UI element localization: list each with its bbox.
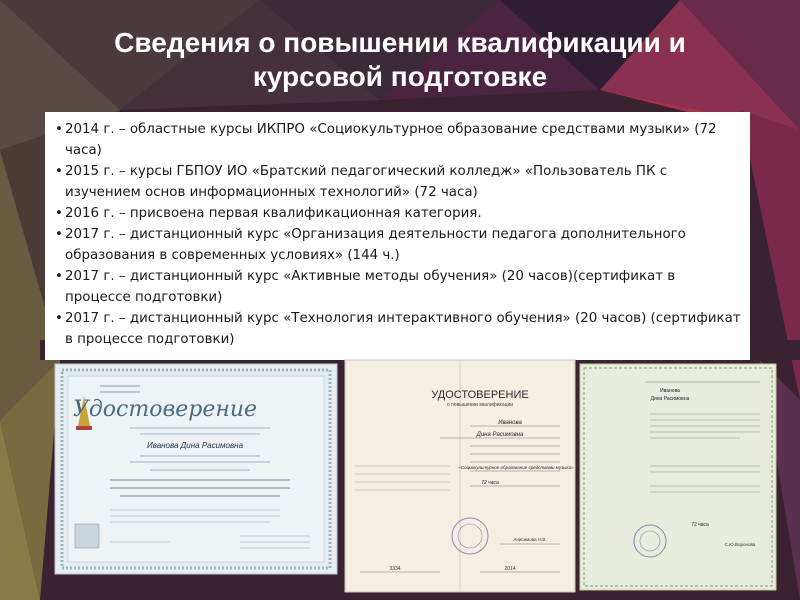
cert1-name: Иванова Дина Расимовна [146,441,244,450]
cert2-subtitle: о повышении квалификации [446,402,514,408]
cert2-title: УДОСТОВЕРЕНИЕ [431,389,529,401]
cert3-hours: 72 часа [691,522,709,528]
cert3-sign: С.Ю.Воронова [724,542,756,547]
cert2-sign: Анисимова Н.В. [513,537,547,542]
slide-title-line2: курсовой подготовке [252,61,548,92]
list-item [55,119,745,161]
slide-title-line1: Сведения о повышении квалификации и [114,27,686,58]
list-item-text: 2014 г. – областные курсы ИКПРО «Социокультурное образование средствами музыки» (72 часа) [65,122,717,158]
list-item [55,224,745,266]
bullet-icon: • [55,269,63,284]
certificate-1 [55,364,337,574]
list-item [55,308,745,350]
list-item-text: 2017 г. – дистанционный курс «Активные методы обучения» (20 часов)(сертификат в процессе подготовки) [65,269,676,305]
list-item-text: 2017 г. – дистанционный курс «Организация деятельности педагога дополнительного образования в современных условиях» (144 ч.) [65,227,686,263]
list-item-text: 2015 г. – курсы ГБПОУ ИО «Братский педагогический колледж» «Пользователь ПК с изучением основ информационных технологий» (72 часа) [65,164,668,200]
bullet-icon: • [55,164,63,179]
list-item [55,161,745,203]
bullet-icon: • [55,122,63,137]
cert2-hours: 72 часа [481,480,499,486]
cert3-name2: Дина Расимовна [650,396,690,402]
bullet-icon: • [55,227,63,242]
cert2-course: «Социокультурное образование средствами музыки» [458,465,574,470]
qualification-list [55,119,745,350]
list-item [55,203,745,224]
certificate-images [0,356,800,600]
list-item-text: 2016 г. – присвоена первая квалификационная категория. [65,206,482,221]
bullet-icon: • [55,206,63,221]
list-item-text: 2017 г. – дистанционный курс «Технология интерактивного обучения» (20 часов) (сертификат в процессе подготовки) [65,311,741,347]
cert3-name1: Иванова [660,388,680,394]
cert1-title: Удостоверение [72,397,258,422]
cert2-year: 2014 [504,566,516,572]
slide-title [40,26,760,94]
cert2-name2: Дина Расимовна [476,432,524,438]
bullet-icon: • [55,311,63,326]
cert2-number: 3334 [389,566,401,572]
cert2-name: Иванова [498,420,522,426]
list-item [55,266,745,308]
certificate-2 [345,360,575,592]
certificate-3 [580,364,776,590]
